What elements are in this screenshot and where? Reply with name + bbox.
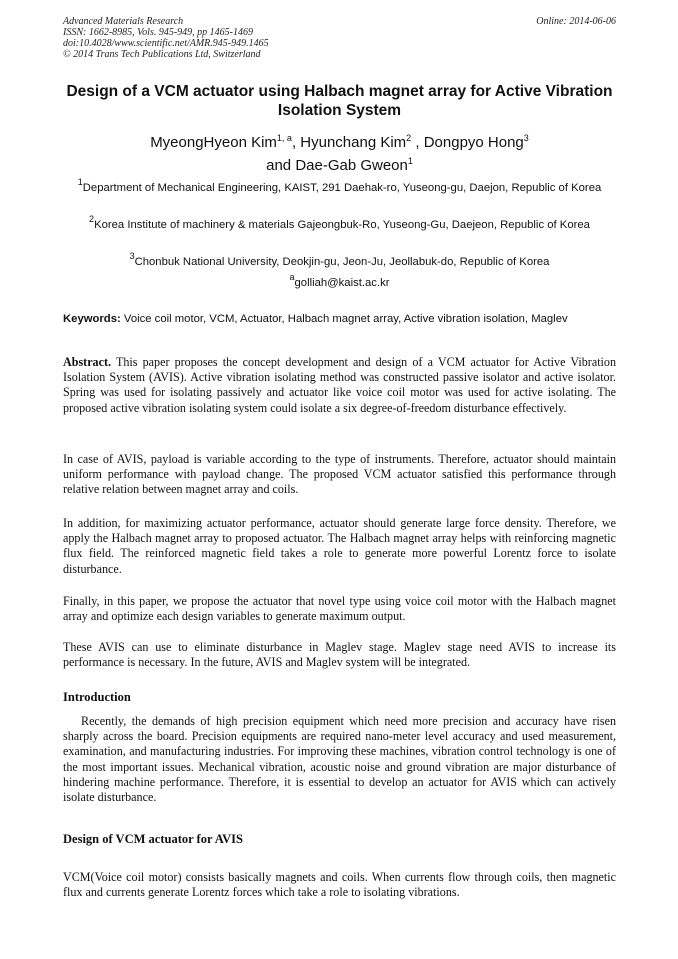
author-prefix: and xyxy=(266,157,296,174)
author-name: MyeongHyeon Kim xyxy=(150,134,277,151)
affiliation xyxy=(63,214,616,232)
abstract-paragraph: These AVIS can use to eliminate disturbance in Maglev stage. Maglev stage need AVIS to increase its performance is necessary. In the future, AVIS and Maglev system will be integrated. xyxy=(63,640,616,670)
author-name: Dae-Gab Gweon xyxy=(295,157,408,174)
author-sup: 2 xyxy=(406,133,412,143)
author-list xyxy=(63,131,616,177)
section-heading: Introduction xyxy=(63,690,131,704)
abstract-text: This paper proposes the concept development and design of a VCM actuator for Active Vibration Isolation System (AVIS). Active vibration isolating method was constructed passive isolator and active isolator. Spring was used for isolating passively and actuator like voice coil motor was used for active isolating. The proposed active vibration isolating system could isolate a six degree-of-freedom disturbance effectively. xyxy=(63,355,617,415)
affiliation-text: Department of Mechanical Engineering, KAIST, 291 Daehak-ro, Yuseong-gu, Daejon, Republic of Korea xyxy=(82,182,602,194)
author-sup: 3 xyxy=(523,133,529,143)
author-name: Dongpyo Hong xyxy=(423,134,524,151)
body-paragraph: VCM(Voice coil motor) consists basically magnets and coils. When currents flow through coils, then magnetic flux and currents generate Lorentz forces which take a role to isolating vibrations. xyxy=(63,870,616,900)
paper-title: Design of a VCM actuator using Halbach magnet array for Active Vibration Isolation System xyxy=(66,83,613,119)
affiliation-email xyxy=(63,272,616,290)
abstract-paragraph: In addition, for maximizing actuator performance, actuator should generate large force density. Therefore, we apply the Halbach magnet array to proposed actuator. The Halbach magnet array helps with reinforcing magnetic flux field. The reinforced magnetic field takes a role to generate more powerful Lorentz force to isolate disturbance. xyxy=(63,516,616,576)
body-paragraph: Recently, the demands of high precision equipment which need more precision and accuracy have risen sharply across the board. Precision equipments are required nano-meter level accuracy and used measurement, examination, and manufacturing industries. For improving these machines, vibration control technology is one of the most important issues. Mechanical vibration, acoustic noise and ground vibration are major disturbance of hindering machine performance. Therefore, it is essential to develop an actuator for AVIS which can actively isolate disturbance. xyxy=(63,714,616,805)
author-separator: , xyxy=(291,134,301,151)
keywords xyxy=(63,312,616,326)
journal-issn: ISSN: 1662-8985, Vols. 945-949, pp 1465-1469 xyxy=(63,27,253,38)
keywords-text: Voice coil motor, VCM, Actuator, Halbach magnet array, Active vibration isolation, Maglev xyxy=(123,313,568,325)
affiliation xyxy=(63,177,616,195)
author-name: Hyunchang Kim xyxy=(300,134,407,151)
affiliation-sup: 3 xyxy=(129,251,135,261)
abstract-paragraph xyxy=(63,355,616,416)
affiliation-sup: a xyxy=(289,272,295,282)
affiliation-text: Korea Institute of machinery & materials Gajeongbuk-Ro, Yuseong-Gu, Daejeon, Republic of Korea xyxy=(94,219,590,231)
author-sup: 1, a xyxy=(276,133,292,143)
journal-copyright: © 2014 Trans Tech Publications Ltd, Switzerland xyxy=(63,49,261,60)
abstract-paragraph: Finally, in this paper, we propose the actuator that novel type using voice coil motor with the Halbach magnet array and optimize each design variables to generate maximum output. xyxy=(63,594,616,624)
author-separator: , xyxy=(415,134,424,151)
keywords-label: Keywords: xyxy=(63,313,121,325)
affiliation-sup: 1 xyxy=(77,177,83,187)
email-text: golliah@kaist.ac.kr xyxy=(294,277,390,289)
journal-header xyxy=(63,16,616,60)
abstract-paragraph: In case of AVIS, payload is variable according to the type of instruments. Therefore, actuator should maintain uniform performance with payload change. The proposed VCM actuator satisfied this performance through relative relation between magnet array and coils. xyxy=(63,452,616,497)
author-sup: 1 xyxy=(407,156,413,166)
journal-name: Advanced Materials Research xyxy=(63,16,184,27)
affiliation xyxy=(63,251,616,269)
journal-doi: doi:10.4028/www.scientific.net/AMR.945-949.1465 xyxy=(63,38,269,49)
affiliation-text: Chonbuk National University, Deokjin-gu, Jeon-Ju, Jeollabuk-do, Republic of Korea xyxy=(134,256,550,268)
online-date: Online: 2014-06-06 xyxy=(536,16,616,27)
affiliation-sup: 2 xyxy=(89,214,95,224)
section-heading: Design of VCM actuator for AVIS xyxy=(63,832,243,846)
abstract-label: Abstract. xyxy=(63,355,112,369)
